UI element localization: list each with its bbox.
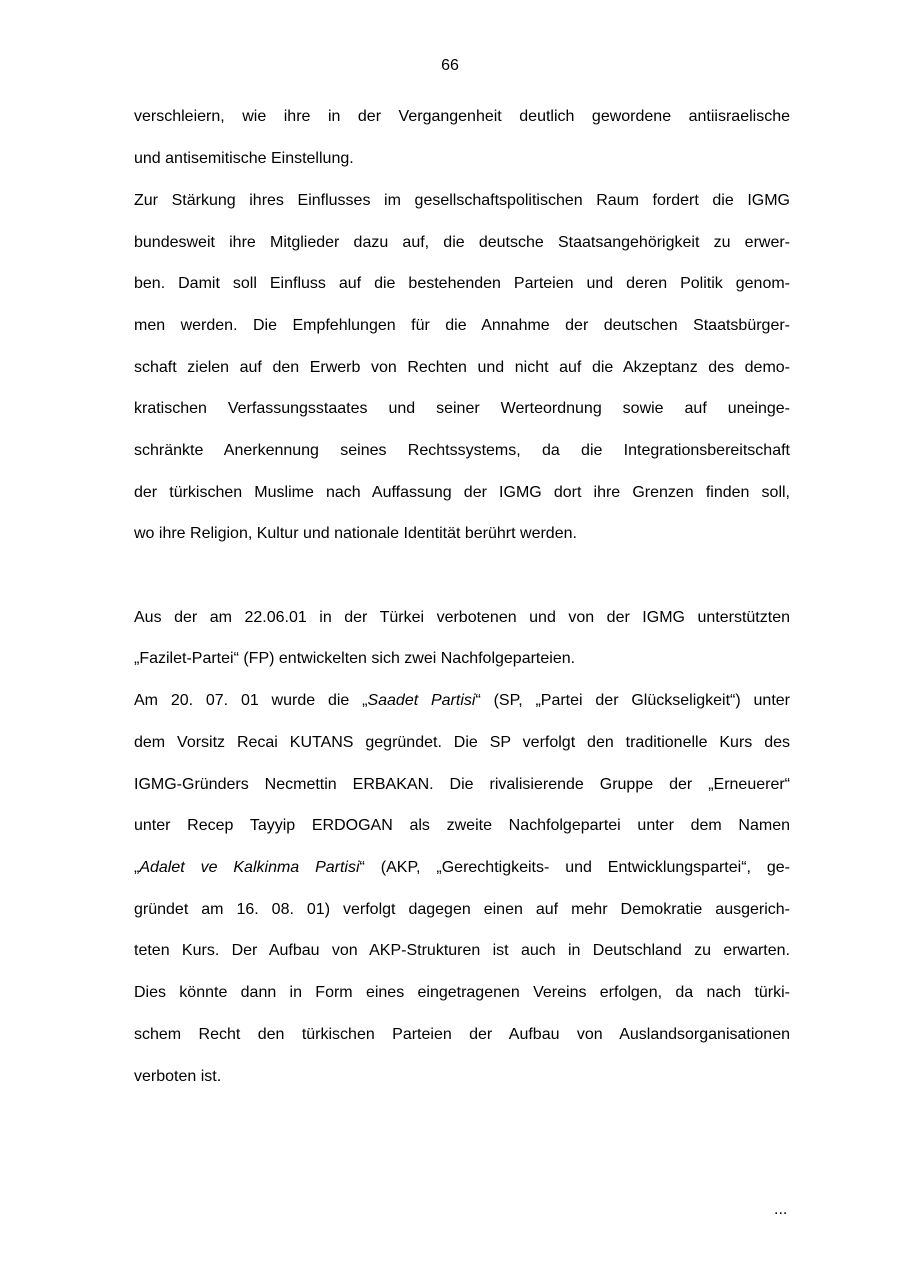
text-line: schränkte Anerkennung seines Rechtssystems, da die Integrationsbereitschaft xyxy=(134,442,790,459)
text-line: dem Vorsitz Recai KUTANS gegründet. Die SP verfolgt den traditionelle Kurs des xyxy=(134,734,790,751)
text-line: bundesweit ihre Mitglieder dazu auf, die deutsche Staatsangehörigkeit zu erwer- xyxy=(134,234,790,251)
text-line: der türkischen Muslime nach Auffassung der IGMG dort ihre Grenzen finden soll, xyxy=(134,484,790,501)
text-line: „Fazilet-Partei“ (FP) entwickelten sich zwei Nachfolgeparteien. xyxy=(134,650,576,667)
text-segment: Am 20. 07. 01 wurde die „ xyxy=(134,692,368,709)
text-line xyxy=(134,690,790,712)
text-line: Aus der am 22.06.01 in der Türkei verbotenen und von der IGMG unterstützten xyxy=(134,609,790,626)
text-line: unter Recep Tayyip ERDOGAN als zweite Nachfolgepartei unter dem Namen xyxy=(134,817,790,834)
text-line: verboten ist. xyxy=(134,1068,222,1085)
text-line: Dies könnte dann in Form eines eingetragenen Vereins erfolgen, da nach türki- xyxy=(134,984,790,1001)
text-line: wo ihre Religion, Kultur und nationale Identität berührt werden. xyxy=(134,525,577,542)
text-segment: „ xyxy=(134,859,140,876)
continuation-marker: ... xyxy=(774,1201,788,1218)
text-line xyxy=(134,857,790,879)
text-line: und antisemitische Einstellung. xyxy=(134,150,354,167)
text-line: IGMG-Gründers Necmettin ERBAKAN. Die rivalisierende Gruppe der „Erneuerer“ xyxy=(134,776,790,793)
text-line: gründet am 16. 08. 01) verfolgt dagegen einen auf mehr Demokratie ausgerich- xyxy=(134,901,790,918)
party-name-italic: Adalet ve Kalkinma Partisi xyxy=(139,859,360,876)
text-line: ben. Damit soll Einfluss auf die bestehenden Parteien und deren Politik genom- xyxy=(134,275,790,292)
text-line: teten Kurs. Der Aufbau von AKP-Strukturen ist auch in Deutschland zu erwarten. xyxy=(134,942,790,959)
text-line: verschleiern, wie ihre in der Vergangenheit deutlich gewordene antiisraelische xyxy=(134,108,790,125)
page-number: 66 xyxy=(441,57,459,74)
text-line: schem Recht den türkischen Parteien der Aufbau von Auslandsorganisationen xyxy=(134,1026,790,1043)
text-line: Zur Stärkung ihres Einflusses im gesellschaftspolitischen Raum fordert die IGMG xyxy=(134,192,790,209)
text-line: men werden. Die Empfehlungen für die Annahme der deutschen Staatsbürger- xyxy=(134,317,790,334)
text-line: kratischen Verfassungsstaates und seiner Werteordnung sowie auf uneinge- xyxy=(134,400,790,417)
text-line: schaft zielen auf den Erwerb von Rechten und nicht auf die Akzeptanz des demo- xyxy=(134,359,790,376)
text-segment: “ (AKP, „Gerechtigkeits- und Entwicklungspartei“, ge- xyxy=(359,859,790,876)
party-name-italic: Saadet Partisi xyxy=(367,692,476,709)
text-segment: “ (SP, „Partei der Glückseligkeit“) unter xyxy=(475,692,790,709)
